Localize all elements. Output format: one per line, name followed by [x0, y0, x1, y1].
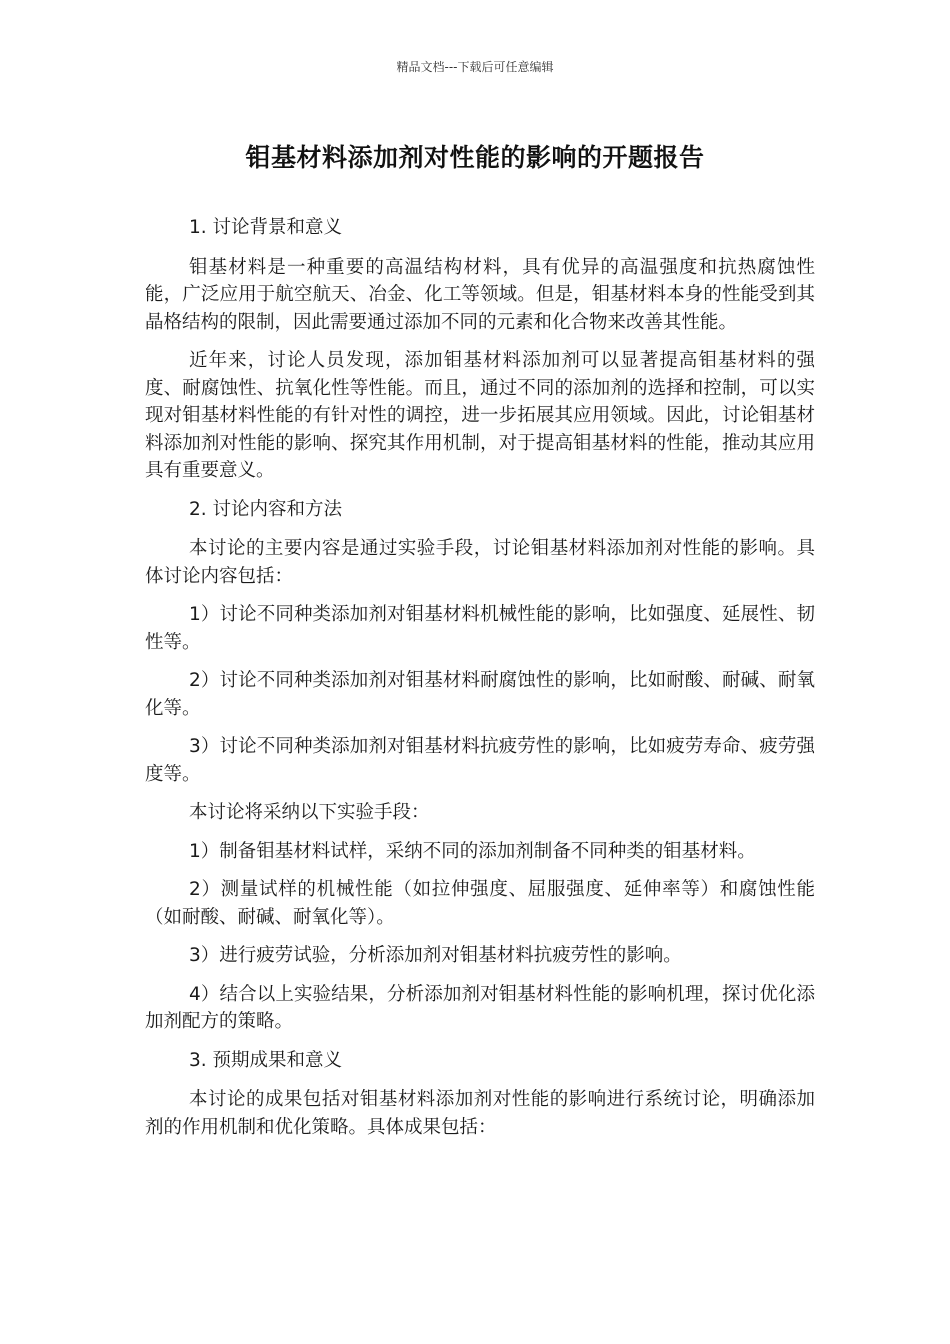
section-heading-expected-results: 3. 预期成果和意义	[189, 1049, 343, 1071]
list-item: 3）讨论不同种类添加剂对钼基材料抗疲劳性的影响，比如疲劳寿命、疲劳强度等。	[145, 736, 815, 785]
paragraph: 本讨论将采纳以下实验手段：	[189, 802, 430, 823]
document-body	[145, 214, 815, 1152]
list-item: 2）测量试样的机械性能（如拉伸强度、屈服强度、延伸率等）和腐蚀性能（如耐酸、耐碱、耐氧化等）。	[145, 879, 815, 928]
header-note: 精品文档---下载后可任意编辑	[396, 60, 554, 74]
list-item: 1）制备钼基材料试样，采纳不同的添加剂制备不同种类的钼基材料。	[189, 840, 756, 862]
paragraph: 本讨论的主要内容是通过实验手段，讨论钼基材料添加剂对性能的影响。具体讨论内容包括：	[145, 538, 815, 587]
list-item: 4）结合以上实验结果，分析添加剂对钼基材料性能的影响机理，探讨优化添加剂配方的策略。	[145, 983, 815, 1032]
section-heading-background: 1. 讨论背景和意义	[189, 217, 343, 238]
section-heading-content-method: 2. 讨论内容和方法	[189, 498, 343, 520]
paragraph: 钼基材料是一种重要的高温结构材料，具有优异的高温强度和抗热腐蚀性能，广泛应用于航空航天、冶金、化工等领域。但是，钼基材料本身的性能受到其晶格结构的限制，因此需要通过添加不同的元素和化合物来改善其性能。	[145, 256, 815, 333]
document-title: 钼基材料添加剂对性能的影响的开题报告	[245, 143, 705, 172]
list-item: 3）进行疲劳试验，分析添加剂对钼基材料抗疲劳性的影响。	[189, 945, 682, 966]
paragraph: 近年来，讨论人员发现，添加钼基材料添加剂可以显著提高钼基材料的强度、耐腐蚀性、抗氧化性等性能。而且，通过不同的添加剂的选择和控制，可以实现对钼基材料性能的有针对性的调控，进一步拓展其应用领域。因此，讨论钼基材料添加剂对性能的影响、探究其作用机制，对于提高钼基材料的性能，推动其应用具有重要意义。	[145, 350, 815, 481]
list-item: 1）讨论不同种类添加剂对钼基材料机械性能的影响，比如强度、延展性、韧性等。	[145, 604, 815, 653]
paragraph: 本讨论的成果包括对钼基材料添加剂对性能的影响进行系统讨论，明确添加剂的作用机制和优化策略。具体成果包括：	[145, 1089, 815, 1138]
list-item: 2）讨论不同种类添加剂对钼基材料耐腐蚀性的影响，比如耐酸、耐碱、耐氧化等。	[145, 670, 815, 719]
